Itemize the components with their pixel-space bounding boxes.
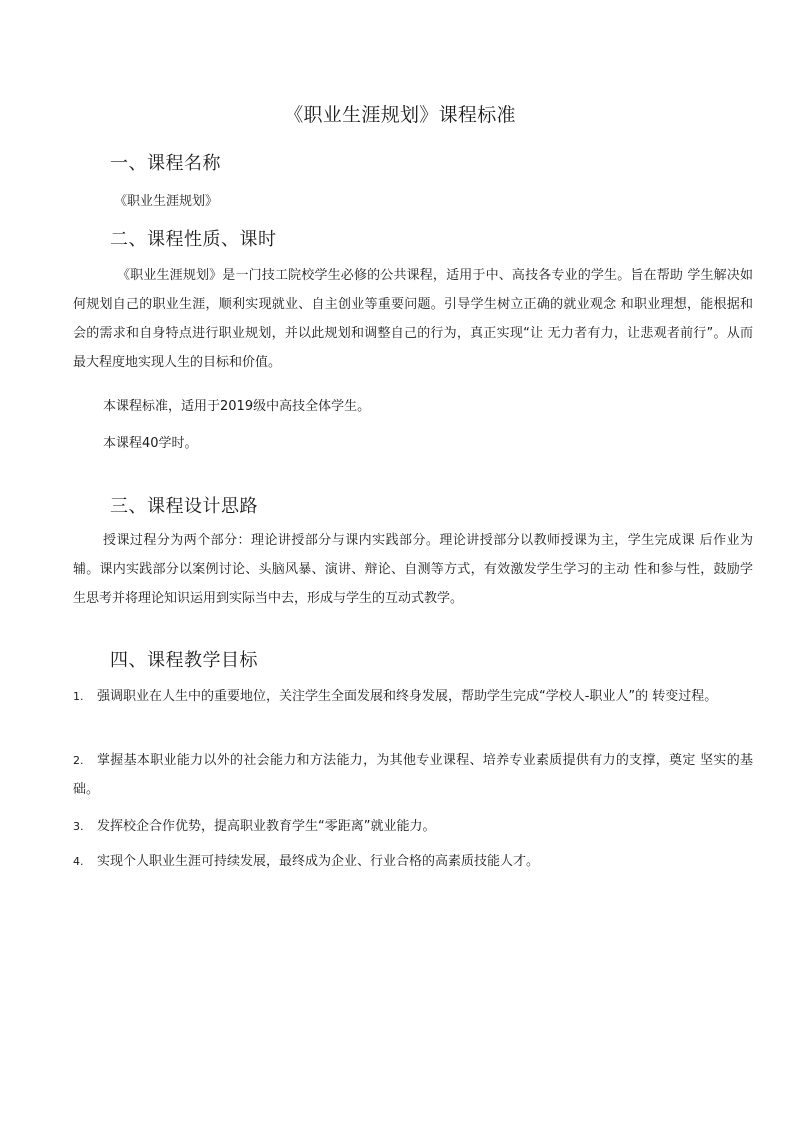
list-number: 3.	[73, 820, 84, 833]
course-scope-text: 本课程标准，适用于2019级中高技全体学生。	[103, 399, 371, 414]
section-heading-course-nature: 二、课程性质、课时	[110, 229, 277, 250]
list-number: 2.	[73, 754, 84, 767]
list-text: 掌握基本职业能力以外的社会能力和方法能力，为其他专业课程、培养专业素质提供有力的支撑，奠定 坚实的基础。	[73, 753, 753, 797]
design-approach-paragraph: 授课过程分为两个部分：理论讲授部分与课内实践部分。理论讲授部分以教师授课为主，学生完成课 后作业为辅。课内实践部分以案例讨论、头脑风暴、演讲、辩论、自测等方式，有效激发学生学习的主动 性和参与性，鼓励学生思考并将理论知识运用到实际当中去，形成与学生的互动式教学。	[73, 533, 753, 606]
section-heading-course-name: 一、课程名称	[110, 153, 221, 174]
section-heading-design-approach: 三、课程设计思路	[110, 496, 258, 517]
course-name-text: 《职业生涯规划》	[114, 194, 219, 209]
course-hours-text: 本课程40学时。	[103, 436, 198, 451]
page-title: 《职业生涯规划》课程标准	[284, 104, 516, 126]
goal-list-item-3	[73, 812, 753, 841]
list-text: 发挥校企合作优势，提高职业教育学生“零距离”就业能力。	[97, 819, 436, 834]
list-number: 1.	[73, 690, 84, 703]
goal-list-item-2	[73, 746, 753, 804]
section-heading-teaching-goals: 四、课程教学目标	[110, 650, 258, 671]
list-text: 强调职业在人生中的重要地位，关注学生全面发展和终身发展，帮助学生完成“学校人-职业人”的 转变过程。	[97, 689, 718, 704]
course-nature-paragraph: 《职业生涯规划》是一门技工院校学生必修的公共课程，适用于中、高技各专业的学生。旨在帮助 学生解决如何规划自己的职业生涯，顺利实现就业、自主创业等重要问题。引导学生树立正确的就业观念 和职业理想，能根据和会的需求和自身特点进行职业规划，并以此规划和调整自己的行为，真正实现“让 无力者有力，让悲观者前行”。从而最大程度地实现人生的目标和价值。	[73, 268, 753, 370]
list-number: 4.	[73, 855, 84, 868]
goal-list-item-1	[73, 682, 753, 711]
goal-list-item-4	[73, 847, 753, 876]
list-text: 实现个人职业生涯可持续发展，最终成为企业、行业合格的高素质技能人才。	[97, 854, 540, 869]
